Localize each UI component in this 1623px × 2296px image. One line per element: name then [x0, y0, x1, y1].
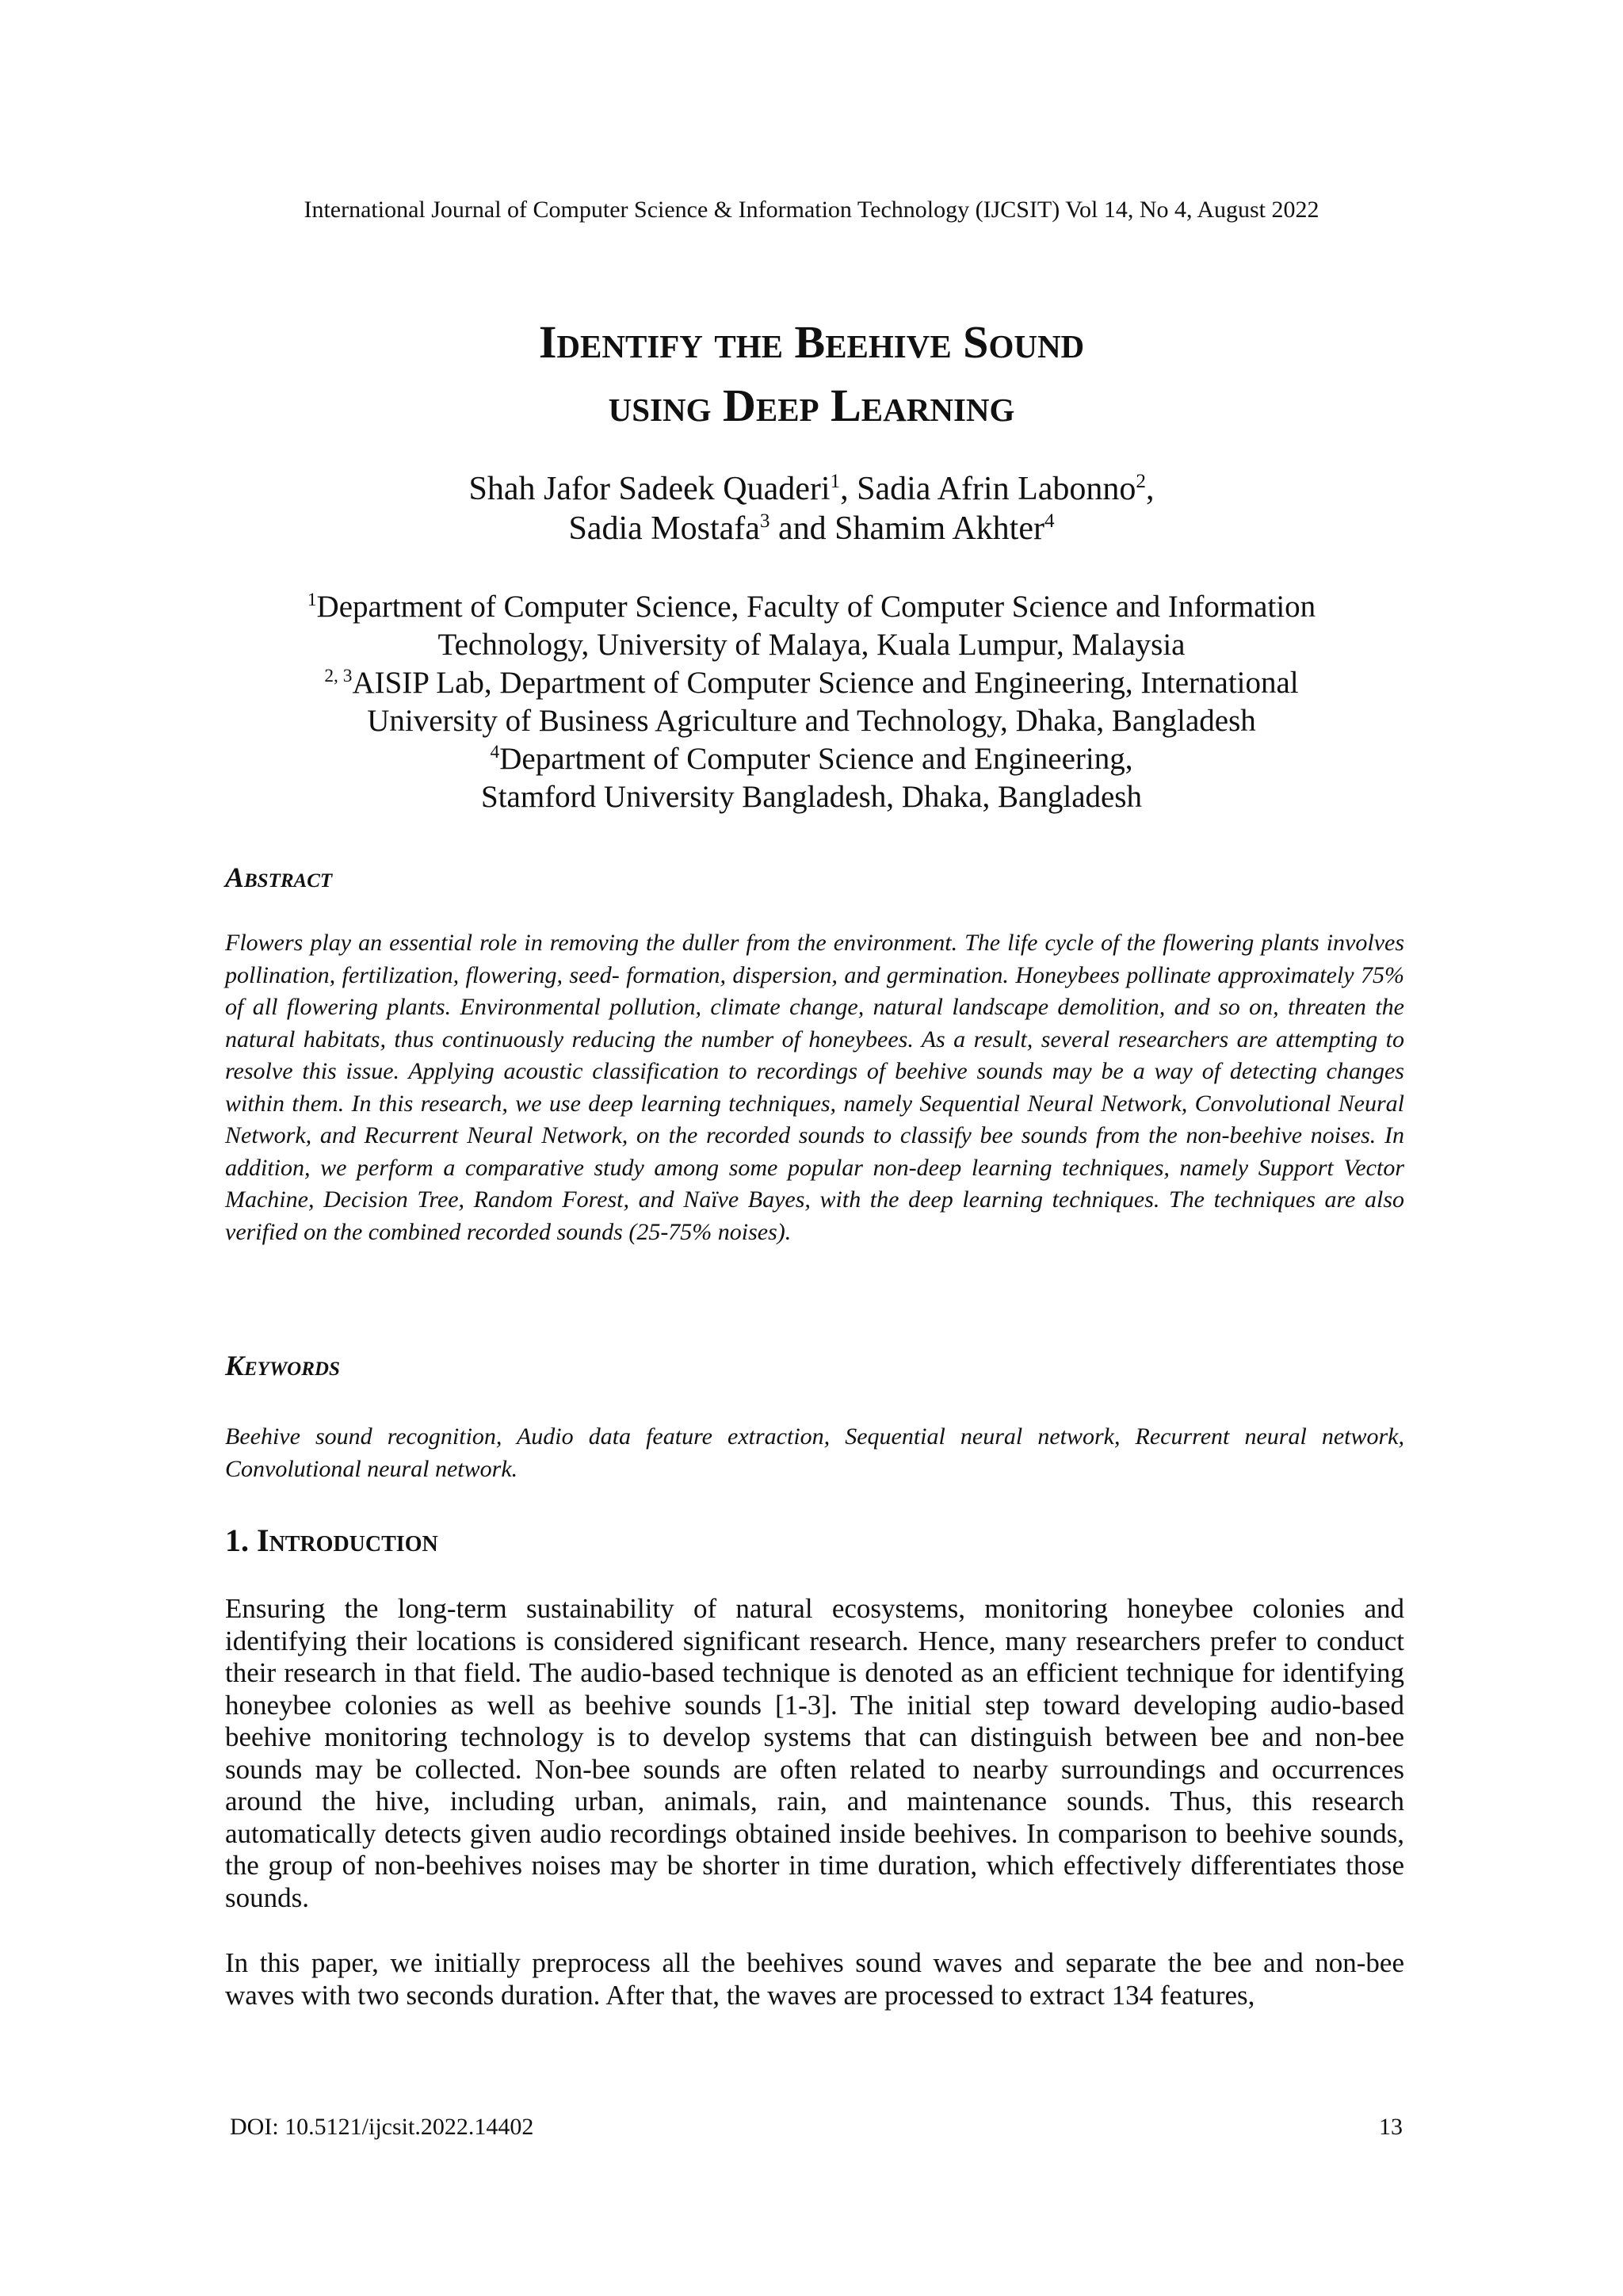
affiliation-text: AISIP Lab, Department of Computer Science and Engineering, International — [352, 666, 1299, 700]
abstract-text: Flowers play an essential role in removing the duller from the environment. The life cycle of the flowering plants involves pollination, fertilization, flowering, seed- formation, dispersion, and germination. Honeybees pollinate approximately 75% of all flowering plants. Environmental pollution, climate change, natural landscape demolition, and so on, threaten the natural habitats, thus continuously reducing the number of honeybees. As a result, several researchers are attempting to resolve this issue. Applying acoustic classification to recordings of beehive sounds may be a way of detecting changes within them. In this research, we use deep learning techniques, namely Sequential Neural Network, Convolutional Neural Network, and Recurrent Neural Network, on the recorded sounds to classify bee sounds from the non-beehive noises. In addition, we perform a comparative study among some popular non-deep learning techniques, namely Support Vector Machine, Decision Tree, Random Forest, and Naïve Bayes, with the deep learning techniques. The techniques are also verified on the combined recorded sounds (25-75% noises). — [225, 930, 1404, 1245]
author-line-1 — [0, 469, 1623, 509]
title-line-1: Identify the Beehive Sound — [538, 316, 1085, 368]
page-number: 13 — [1379, 2114, 1403, 2140]
affiliation-sup: 4 — [490, 742, 500, 762]
affiliations — [0, 588, 1623, 816]
affiliation-line: Stamford University Bangladesh, Dhaka, Bangladesh — [481, 780, 1142, 814]
affiliation-sup: 1 — [307, 590, 317, 610]
author-name: and Shamim Akhter — [769, 510, 1044, 547]
affiliation-line — [0, 588, 1623, 626]
keywords-text: Beehive sound recognition, Audio data feature extraction, Sequential neural network, Recurrent neural network, Convolutional neural network. — [225, 1423, 1404, 1482]
affiliation-line: Technology, University of Malaya, Kuala Lumpur, Malaysia — [437, 628, 1186, 662]
body-paragraph: In this paper, we initially preprocess all the beehives sound waves and separate the bee and non-bee waves with two seconds duration. After that, the waves are processed to extract 134 features, — [225, 1947, 1404, 2011]
section-heading-introduction: 1. Introduction — [225, 1522, 438, 1558]
abstract-heading: Abstract — [225, 861, 333, 893]
body-paragraph: Ensuring the long-term sustainability of natural ecosystems, monitoring honeybee colonies and identifying their locations is considered significant research. Hence, many researchers prefer to conduct their research in that field. The audio-based technique is denoted as an efficient technique for identifying honeybee colonies as well as beehive sounds [1-3]. The initial step toward developing audio-based beehive monitoring technology is to develop systems that can distinguish between bee and non-bee sounds may be collected. Non-bee sounds are often related to nearby surroundings and occurrences around the hive, including urban, animals, rain, and maintenance sounds. Thus, this research automatically detects given audio recordings obtained inside beehives. In comparison to beehive sounds, the group of non-beehives noises may be shorter in time duration, which effectively differentiates those sounds. — [225, 1593, 1404, 1913]
author-line-2 — [0, 509, 1623, 548]
author-name: Shah Jafor Sadeek Quaderi — [468, 471, 831, 507]
affiliation-text: Department of Computer Science, Faculty of Computer Science and Information — [316, 590, 1316, 624]
author-sup: 2 — [1136, 471, 1146, 492]
affiliation-sup: 2, 3 — [324, 666, 353, 686]
affiliation-text: Department of Computer Science and Engineering, — [499, 742, 1133, 776]
affiliation-line — [0, 664, 1623, 702]
author-separator: , — [1145, 471, 1155, 507]
author-name: , Sadia Afrin Labonno — [840, 471, 1136, 507]
affiliation-line — [0, 740, 1623, 778]
footer-doi: DOI: 10.5121/ijcsit.2022.14402 — [230, 2114, 534, 2140]
running-head: International Journal of Computer Science & Information Technology (IJCSIT) Vol 14, No 4, August 2022 — [304, 197, 1319, 223]
affiliation-line: University of Business Agriculture and Technology, Dhaka, Bangladesh — [367, 704, 1256, 738]
keywords-heading: Keywords — [225, 1350, 340, 1381]
author-sup: 1 — [830, 471, 841, 492]
paper-title — [0, 311, 1623, 437]
author-name: Sadia Mostafa — [568, 510, 760, 547]
author-sup: 3 — [759, 510, 770, 532]
author-list — [0, 469, 1623, 548]
title-line-2: using Deep Learning — [608, 380, 1015, 431]
author-sup: 4 — [1044, 510, 1055, 532]
